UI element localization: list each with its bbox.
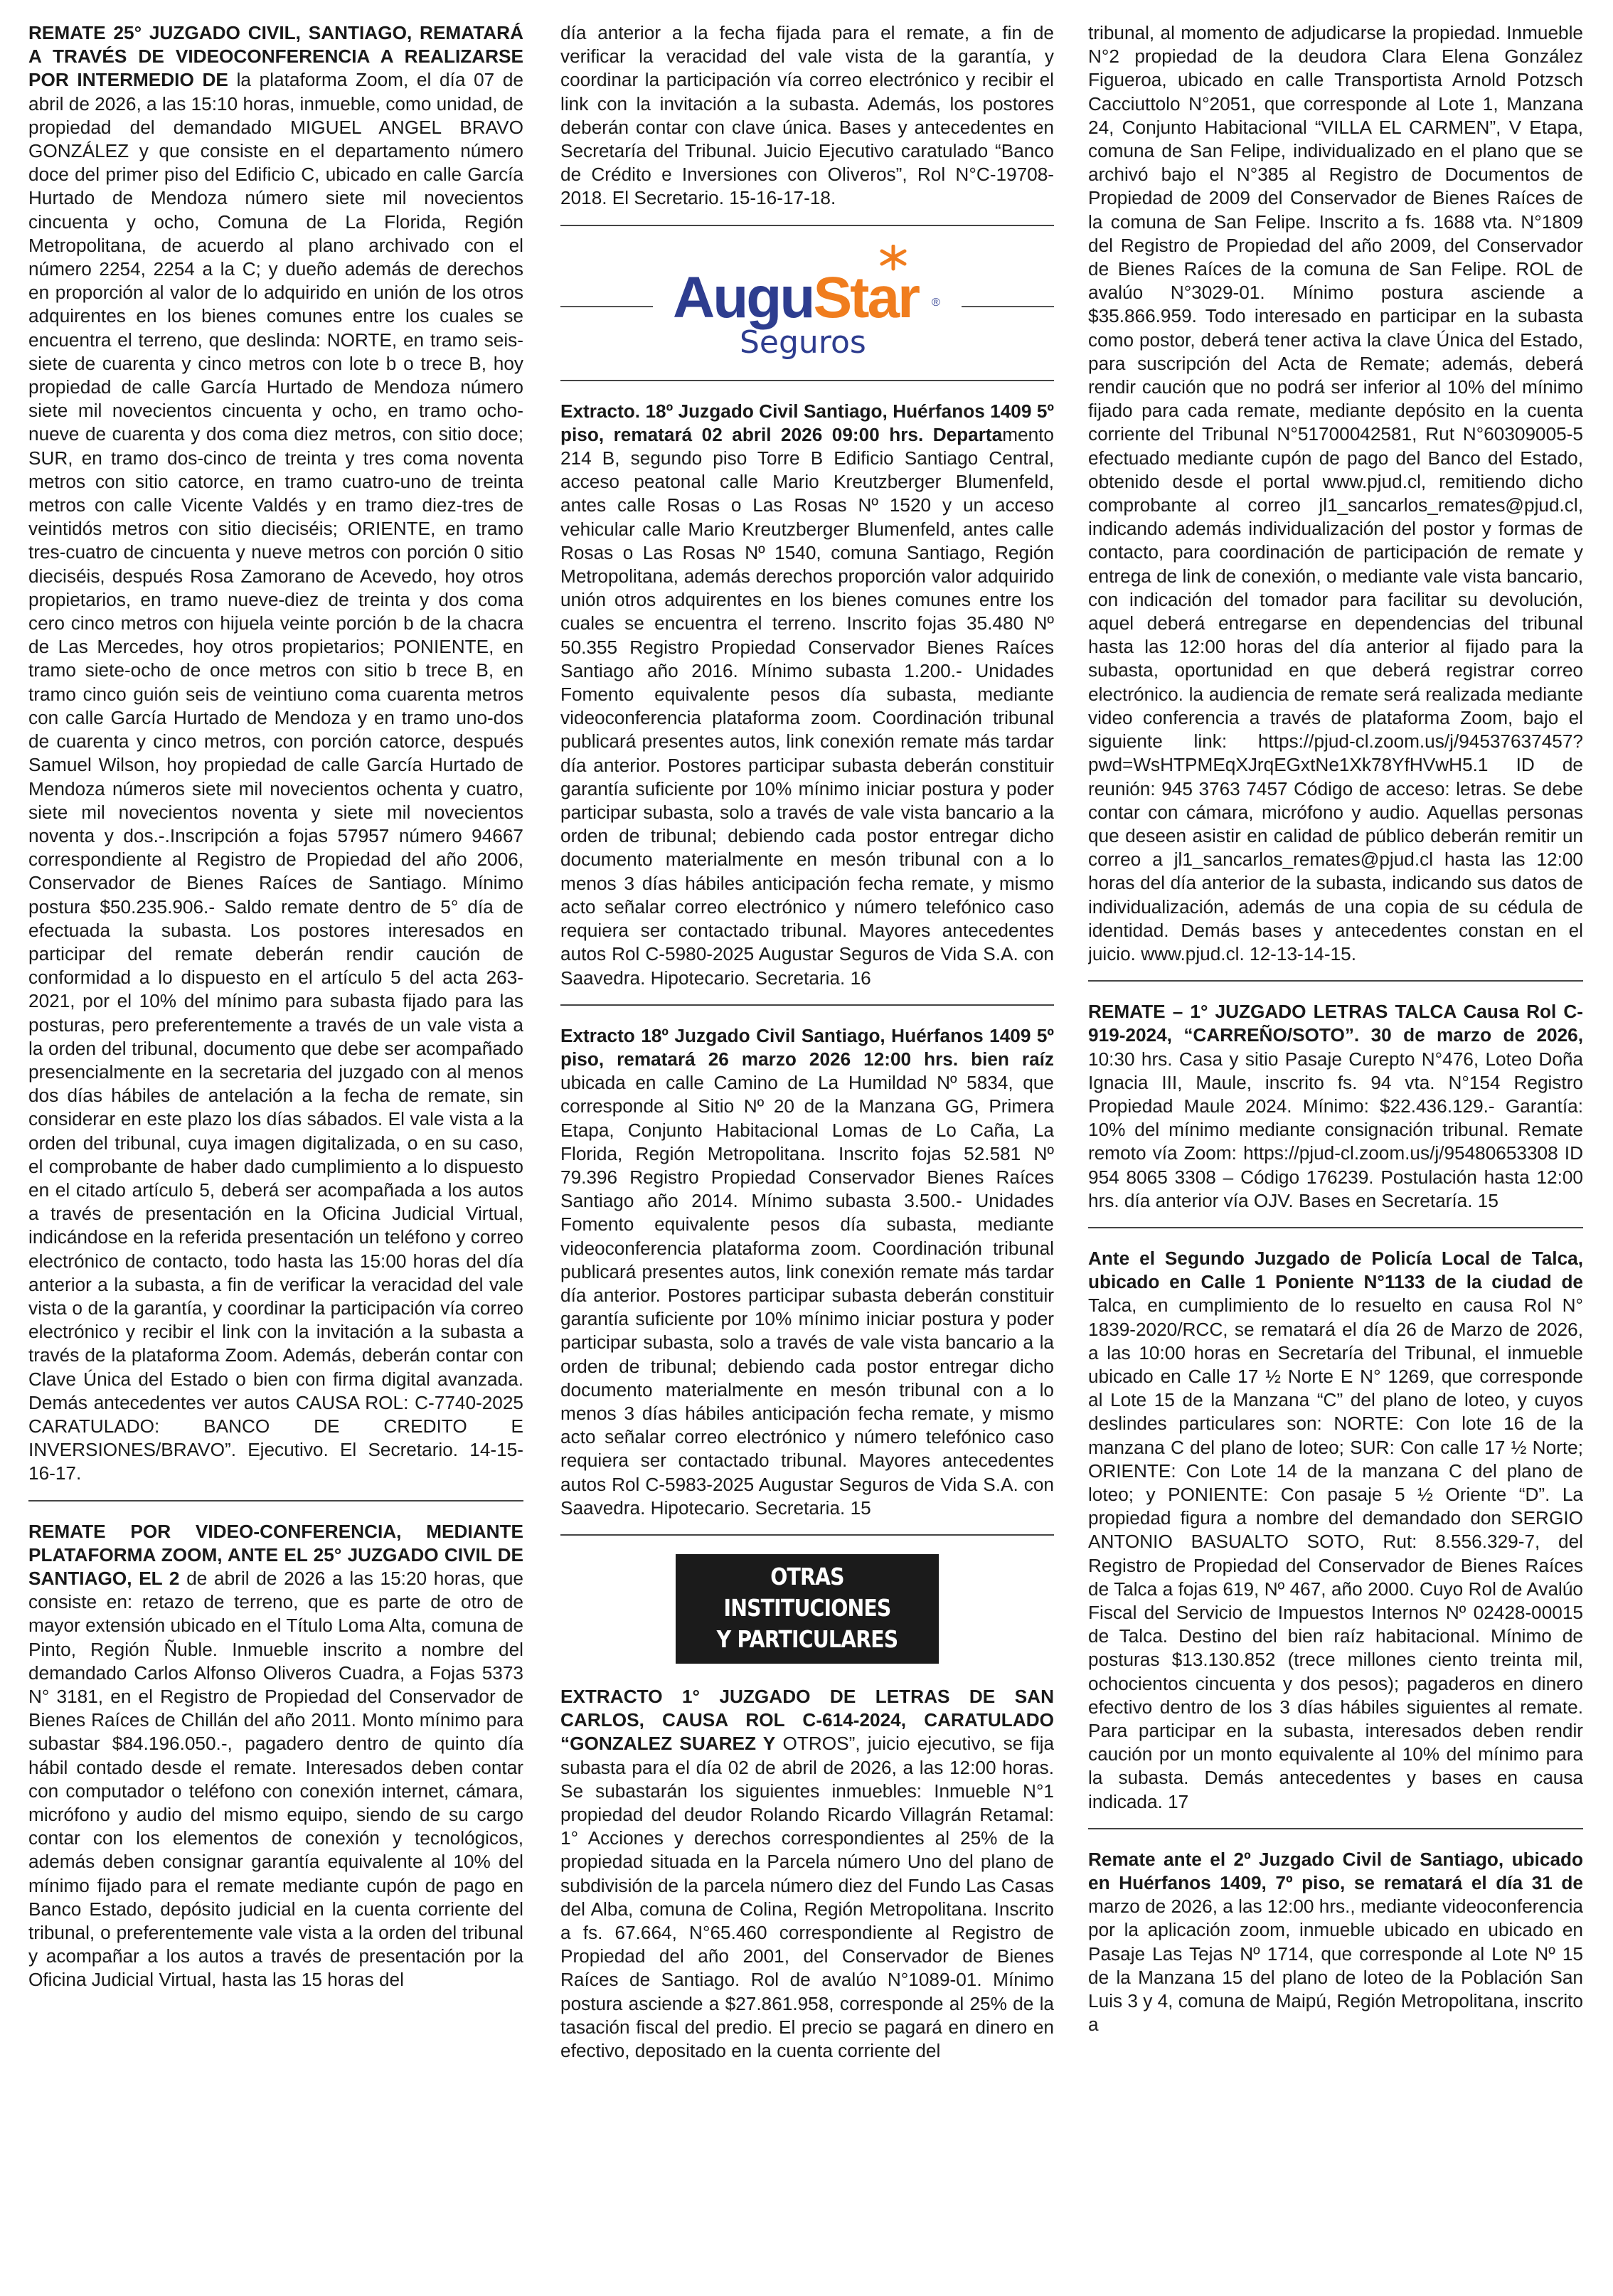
column-divider xyxy=(560,1004,1054,1006)
notice-continuation-san-carlos xyxy=(1088,21,1583,966)
section-heading-line2: Y PARTICULARES xyxy=(716,1625,898,1653)
notice-extracto-18-juzgado-departamento xyxy=(560,400,1054,990)
column-3 xyxy=(1088,21,1583,2283)
column-divider xyxy=(560,380,1054,381)
augustar-ad xyxy=(560,245,1054,373)
notice-heading: Extracto. 18º Juzgado Civil Santiago, Huérfanos 1409 5º piso, rematará 02 abril 2026 09:00 hrs. Departa xyxy=(560,400,1054,445)
ad-rule-left xyxy=(560,306,653,307)
notice-body: de abril de 2026 a las 15:20 horas, que consiste en: retazo de terreno, que es parte de otro de mayor extensión ubicado en el Título Loma Alta, comuna de Pinto, Región Ñuble. Inmueble inscrito a nombre del demandado Carlos Alfonso Oliveros Cuadra, a Fojas 5373 N° 3181, en el Registro de Propiedad del Conservador de Bienes Raíces de Chillán del año 2011. Monto mínimo para subastar $84.196.050.-, pagadero dentro de quinto día hábil contado desde el remate. Interesados deben contar con computador o teléfono con conexión internet, cámara, micrófono y audio del mismo equipo, siendo de su cargo contar con los elementos de conexión y tecnológicos, además deben consignar garantía equivalente al 10% del mínimo fijado para el remate mediante cupón de pago en Banco Estado, depósito judicial en la cuenta corriente del tribunal, o preferentemente vale vista a la orden del tribunal y acompañar a los autos a través de presentación por la Oficina Judicial Virtual, hasta las 15 horas del xyxy=(28,1568,523,1991)
notice-body: día anterior a la fecha fijada para el remate, a fin de verificar la veracidad del vale vista de la garantía, y coordinar la participación vía correo electrónico y recibir el link con la invitación a la subasta. Además, los postores deberán contar con clave única. Bases y antecedentes en Secretaría del Tribunal. Juicio Ejecutivo caratulado “Banco de Crédito e Inversiones con Oliveros”, Rol N°C-19708-2018. El Secretario. 15-16-17-18. xyxy=(560,22,1054,209)
notice-heading: EXTRACTO 1° JUZGADO DE LETRAS DE SAN CARLOS, CAUSA ROL C-614-2024, CARATULADO “GONZALEZ SUAREZ Y xyxy=(560,1685,1054,1755)
notice-body: 10:30 hrs. Casa y sitio Pasaje Curepto N°476, Loteo Doña Ignacia III, Maule, inscrito fs. 94 vta. N°154 Registro Propiedad Maule 2024. Mínimo: $22.436.129.- Garantía: 10% del mínimo mediante consignación tribunal. Remate remoto vía Zoom: https://pjud-cl.zoom.us/j/95480653308 ID 954 8065 3308 – Código 176239. Postulación hasta 12:00 hrs. día anterior vía OJV. Bases en Secretaría. 15 xyxy=(1088,1048,1583,1211)
column-divider xyxy=(1088,1828,1583,1829)
brand-left: Augu xyxy=(673,265,814,330)
notice-heading: Remate ante el 2º Juzgado Civil de Santiago, ubicado en Huérfanos 1409, 7º piso, se rematará el día 31 de xyxy=(1088,1848,1583,1894)
brand-subtitle: Seguros xyxy=(740,324,866,361)
notice-extracto-san-carlos xyxy=(560,1685,1054,2063)
notice-remate-25-juzgado-bravo xyxy=(28,21,523,1486)
column-divider xyxy=(1088,1227,1583,1228)
notice-body: Talca, en cumplimiento de lo resuelto en causa Rol N° 1839-2020/RCC, se rematará el día 26 de Marzo de 2026, a las 10:00 horas en Secretaría del Tribunal, el inmueble ubicado en Calle 17 ½ Norte E N° 1269, que corresponde al Lote 15 de la Manzana “C” del plano de loteo, y cuyos deslindes particulares son: NORTE: Con lote 16 de la manzana C del plano de loteo; SUR: Con calle 17 ½ Norte; ORIENTE: Con Lote 14 de la manzana C del plano de loteo; y PONIENTE: Con pasaje 5 ½ Oriente “D”. La propiedad figura a nombre del demandado don SERGIO ANTONIO BASUALTO SOTO, Rut: 8.556.329-7, del Registro de Propiedad del Conservador de Bienes Raíces de Talca a fojas 619, Nº 467, año 2000. Cuyo Rol de Avalúo Fiscal del Servicio de Impuestos Internos Nº 02428-00015 de Talca. Destino del bien raíz habitacional. Mínimo de posturas $13.130.852 (trece millones ciento treinta mil, ochocientos cincuenta y dos pesos); pagaderos en dinero efectivo dentro de los 3 días hábiles siguientes al remate. Para participar en la subasta, interesados deben rendir caución por un monto equivalente al 10% del mínimo para la subasta. Demás antecedentes y bases en causa indicada. 17 xyxy=(1088,1295,1583,1812)
section-heading-line1: OTRAS INSTITUCIONES xyxy=(723,1562,891,1622)
notice-body: tribunal, al momento de adjudicarse la propiedad. Inmueble N°2 propiedad de la deudora Clara Elena González Figueroa, ubicado en calle Transportista Arnold Potzsch Cacciuttolo N°2051, que corresponde al Lote 1, Manzana 24, Conjunto Habitacional “VILLA EL CARMEN”, V Etapa, comuna de San Felipe, individualizado en el plano que se archivó bajo el N°385 al Registro de Documentos de Propiedad de 2009 del Conservador de Bienes Raíces de la comuna de San Felipe. Inscrito a fs. 1688 vta. N°1809 del Registro de Propiedad del año 2009, del Conservador de Bienes Raíces de la comuna de San Felipe. ROL de avalúo N°3029-01. Mínimo postura asciende a $35.866.959. Todo interesado en participar en la subasta como postor, deberá tener activa la clave Única del Estado, para suscripción del Acta de Remate; además, deberá rendir caución que no podrá ser inferior al 10% del mínimo fijado para cada remate, mediante depósito en la cuenta corriente del Tribunal N°51700042581, Rut N°60309005-5 efectuado mediante cupón de pago del Banco del Estado, obtenido desde el portal www.pjud.cl, remitiendo dicho comprobante al correo jl1_sancarlos_remates@pjud.cl, indicando además individualización del postor y formas de contacto, para coordinación de participación de remate y entrega de link de conexión, o mediante vale vista bancario, con indicación del tomador para facilitar su devolución, aquel deberá entregarse en dependencias del tribunal hasta las 12:00 horas del día anterior al fijado para la subasta, oportunidad en que deberá registrar correo electrónico. la audiencia de remate será realizada mediante video conferencia a través de plataforma Zoom, bajo el siguiente link: https://pjud-cl.zoom.us/j/94537637457?pwd=WsHTPMEqXJrqEGxtNe1Xk78YfHVwH5.1 ID de reunión: 945 3763 7457 Código de acceso: letras. Se debe contar con cámara, micrófono y audio. Aquellas personas que deseen asistir en calidad de público deberán remitir un correo a jl1_sancarlos_remates@pjud.cl hasta las 12:00 horas del día anterior de la subasta, indicando sus datos de individualización, además de una copia de su cédula de identidad. Demás bases y antecedentes constan en el juicio. www.pjud.cl. 12-13-14-15. xyxy=(1088,22,1583,964)
notice-policia-local-talca xyxy=(1088,1247,1583,1814)
column-divider xyxy=(1088,980,1583,982)
notice-remate-talca-carreno xyxy=(1088,1000,1583,1213)
column-divider xyxy=(560,1534,1054,1536)
notice-body: marzo de 2026, a las 12:00 hrs., mediante videoconferencia por la aplicación zoom, inmueble ubicado en ubicado en Pasaje Las Tejas Nº 1714, que corresponde al Lote Nº 15 de la Manzana 15 del plano de loteo de la Población San Luis 3 y 4, comuna de Maipú, Región Metropolitana, inscrito a xyxy=(1088,1896,1583,2036)
notice-heading: REMATE – 1° JUZGADO LETRAS TALCA Causa Rol C-919-2024, “CARREÑO/SOTO”. 30 de marzo de 2026, xyxy=(1088,1001,1583,1046)
notice-heading: REMATE POR VIDEO-CONFERENCIA, MEDIANTE PLATAFORMA ZOOM, ANTE EL 25° JUZGADO CIVIL DE SANTIAGO, EL 2 xyxy=(28,1520,523,1589)
brand-right: Star xyxy=(813,265,918,330)
svg-text:AuguStar xyxy=(673,265,920,330)
section-heading-otras-instituciones xyxy=(676,1554,939,1664)
notice-body: OTROS”, juicio ejecutivo, se fija subasta para el día 02 de abril de 2026, a las 12:00 horas. Se subastarán los siguientes inmuebles: Inmueble N°1 propiedad del deudor Rolando Ricardo Villagrán Retamal: 1° Acciones y derechos correspondientes al 25% de la propiedad situada en la Parcela número Uno del plano de subdivisión de la parcela número diez del Fundo Las Casas del Alba, comuna de Colina, Región Metropolitana. Inscrito a fs. 67.664, N°65.460 correspondiente al Registro de Propiedad del año 2001, del Conservador de Bienes Raíces de Santiago. Rol de avalúo N°1089-01. Mínimo postura asciende a $27.861.958, corresponde al 25% de la tasación fiscal del predio. El precio se pagará en dinero en efectivo, depositado en la cuenta corriente del xyxy=(560,1733,1054,2062)
ad-rule-right xyxy=(962,306,1054,307)
notice-body: mento 214 B, segundo piso Torre B Edificio Santiago Central, acceso peatonal calle Mario Kreutzberger Blumenfeld, antes calle Rosas o Las Rosas Nº 1520 y un acceso vehicular calle Mario Kreutzberger Blumenfeld, antes calle Rosas o Las Rosas Nº 1540, comuna Santiago, Región Metropolitana, además derechos proporción valor adquirido unión otros adquirentes en los bienes comunes entre los cuales se encuentra el terreno. Inscrito fojas 35.480 Nº 50.355 Registro Propiedad Conservador Bienes Raíces Santiago año 2016. Mínimo subasta 1.200.- Unidades Fomento equivalente pesos día subasta, mediante videoconferencia plataforma zoom. Coordinación tribunal publicará presentes autos, link conexión remate más tardar día anterior. Postores participar subasta deberán constituir garantía suficiente por 10% mínimo iniciar postura y poder participar subasta, solo a través de vale vista bancario a la orden de tribunal; debiendo cada postor entregar dicho documento materialmente en mesón tribunal con a lo menos 3 días hábiles anticipación fecha remate, y mismo acto señalar correo electrónico y número telefónico caso requiera ser contactado tribunal. Mayores antecedentes autos Rol C-5980-2025 Augustar Seguros de Vida S.A. con Saavedra. Hipotecario. Secretaria. 16 xyxy=(560,423,1054,989)
notice-extracto-18-juzgado-bien-raiz xyxy=(560,1024,1054,1520)
notice-heading: REMATE 25° JUZGADO CIVIL, SANTIAGO, REMATARÁ A TRAVÉS DE VIDEOCONFERENCIA A REALIZARSE POR INTERMEDIO DE xyxy=(28,22,523,91)
notice-remate-videoconferencia-oliveros xyxy=(28,1520,523,1992)
notice-body: la plataforma Zoom, el día 07 de abril de 2026, a las 15:10 horas, inmueble, como unidad, de propiedad del demandado MIGUEL ANGEL BRAVO GONZÁLEZ y que consiste en el departamento número doce del primer piso del Edificio C, ubicado en calle García Hurtado de Mendoza número siete mil novecientos cincuenta y ocho, Comuna de La Florida, Región Metropolitana, de acuerdo al plano archivado con el número 2254, 2254 a la C; y dueño además de derechos en proporción al valor de lo adquirido en unión de los otros adquirentes en los bienes comunes entre los cuales se encuentra el terreno, que deslinda: NORTE, en tramo seis-siete de cuarenta y cinco metros con lote b o trece B, hoy propiedad de calle García Hurtado de Mendoza número siete mil novecientos cincuenta y ocho, en tramo ocho-nueve de cuarenta y dos coma diez metros, con sitio doce; SUR, en tramo dos-cinco de treinta y tres coma noventa metros con sitio catorce, en tramo cuatro-uno de treinta metros con calle Vicente Valdés y en tramo diez-tres de veintidós metros con sitio dieciséis; ORIENTE, en tramo tres-cuatro de cincuenta y nueve metros con porción 0 sitio dieciséis, después Rosa Zamorano de Acevedo, hoy otros propietarios, en tramo nueve-diez de treinta y dos coma cero cinco metros con hijuela veinte porción b de la chacra de Las Mercedes, hoy otros propietarios; PONIENTE, en tramo siete-ocho de once metros con sitio b trece B, en tramo cinco guión seis de veintiuno coma cuarenta metros con calle García Hurtado de Mendoza y en tramo uno-dos de cuarenta y cinco metros, con porción catorce, después Samuel Wilson, hoy propiedad de calle García Hurtado de Mendoza números siete mil novecientos ochenta y cuatro, siete mil novecientos noventa y siete mil novecientos noventa y dos.-.Inscripción a fojas 57957 número 94667 correspondiente al Registro de Propiedad del año 2006, Conservador de Bienes Raíces de Santiago. Mínimo postura $50.235.906.- Saldo remate dentro de 5° día de efectuada la subasta. Los postores interesados en participar del remate deberán rendir caución de conformidad a lo dispuesto en el artículo 5 del acta 263-2021, por el 10% del mínimo para subasta fijado para las posturas, pero preferentemente a través de un vale vista a la orden del tribunal, documento que debe ser acompañado presencialmente en la secretaria del juzgado con al menos dos días hábiles de antelación a la fecha de remate, sin considerar en este plazo los días sábados. El vale vista a la orden del tribunal, cuya imagen digitalizada, o en su caso, el comprobante de haber dado cumplimiento a lo dispuesto en el citado artículo 5, deberá ser acompañada a los autos a través de presentación en la Oficina Judicial Virtual, indicándose en la referida presentación un teléfono y correo electrónico de contacto, todo hasta las 15:00 horas del día anterior a la subasta, a fin de verificar la veracidad del vale vista o de la garantía, y coordinar la participación vía correo electrónico y recibir el link con la invitación a la subasta a través de la plataforma Zoom. Además, deberán contar con Clave Única del Estado o bien con firma digital avanzada. Demás antecedentes ver autos CAUSA ROL: C-7740-2025 CARATULADO: BANCO DE CREDITO E INVERSIONES/BRAVO”. Ejecutivo. El Secretario. 14-15-16-17. xyxy=(28,69,523,1484)
notice-remate-2-juzgado-maipu xyxy=(1088,1848,1583,2037)
augustar-logo xyxy=(667,245,947,366)
column-divider xyxy=(560,225,1054,226)
notice-continuation-oliveros xyxy=(560,21,1054,211)
column-1 xyxy=(28,21,523,2283)
column-2 xyxy=(560,21,1054,2283)
registered-mark: ® xyxy=(932,296,940,309)
column-divider xyxy=(28,1500,523,1502)
notice-heading: Extracto 18º Juzgado Civil Santiago, Huérfanos 1409 5º piso, rematará 26 marzo 2026 12:00 hrs. bien raíz xyxy=(560,1024,1054,1070)
notice-heading: Ante el Segundo Juzgado de Policía Local de Talca, ubicado en Calle 1 Poniente N°1133 de la ciudad de xyxy=(1088,1247,1583,1293)
notice-body: ubicada en calle Camino de La Humildad Nº 5834, que corresponde al Sitio Nº 20 de la Manzana GG, Primera Etapa, Conjunto Habitacional Lomas de Lo Caña, La Florida, Región Metropolitana. Inscrito fojas 52.581 Nº 79.396 Registro Propiedad Conservador Bienes Raíces Santiago año 2014. Mínimo subasta 3.500.- Unidades Fomento equivalente pesos día subasta, mediante videoconferencia plataforma zoom. Coordinación tribunal publicará presentes autos, link conexión remate más tardar día anterior. Postores participar subasta deberán constituir garantía suficiente por 10% mínimo iniciar postura y poder participar subasta, solo a través de vale vista bancario a la orden de tribunal; debiendo cada postor entregar dicho documento materialmente en mesón tribunal con a lo menos 3 días hábiles anticipación fecha remate, y mismo acto señalar correo electrónico y número telefónico caso requiera ser contactado tribunal. Mayores antecedentes autos Rol C-5983-2025 Augustar Seguros de Vida S.A. con Saavedra. Hipotecario. Secretaria. 15 xyxy=(560,1072,1054,1519)
